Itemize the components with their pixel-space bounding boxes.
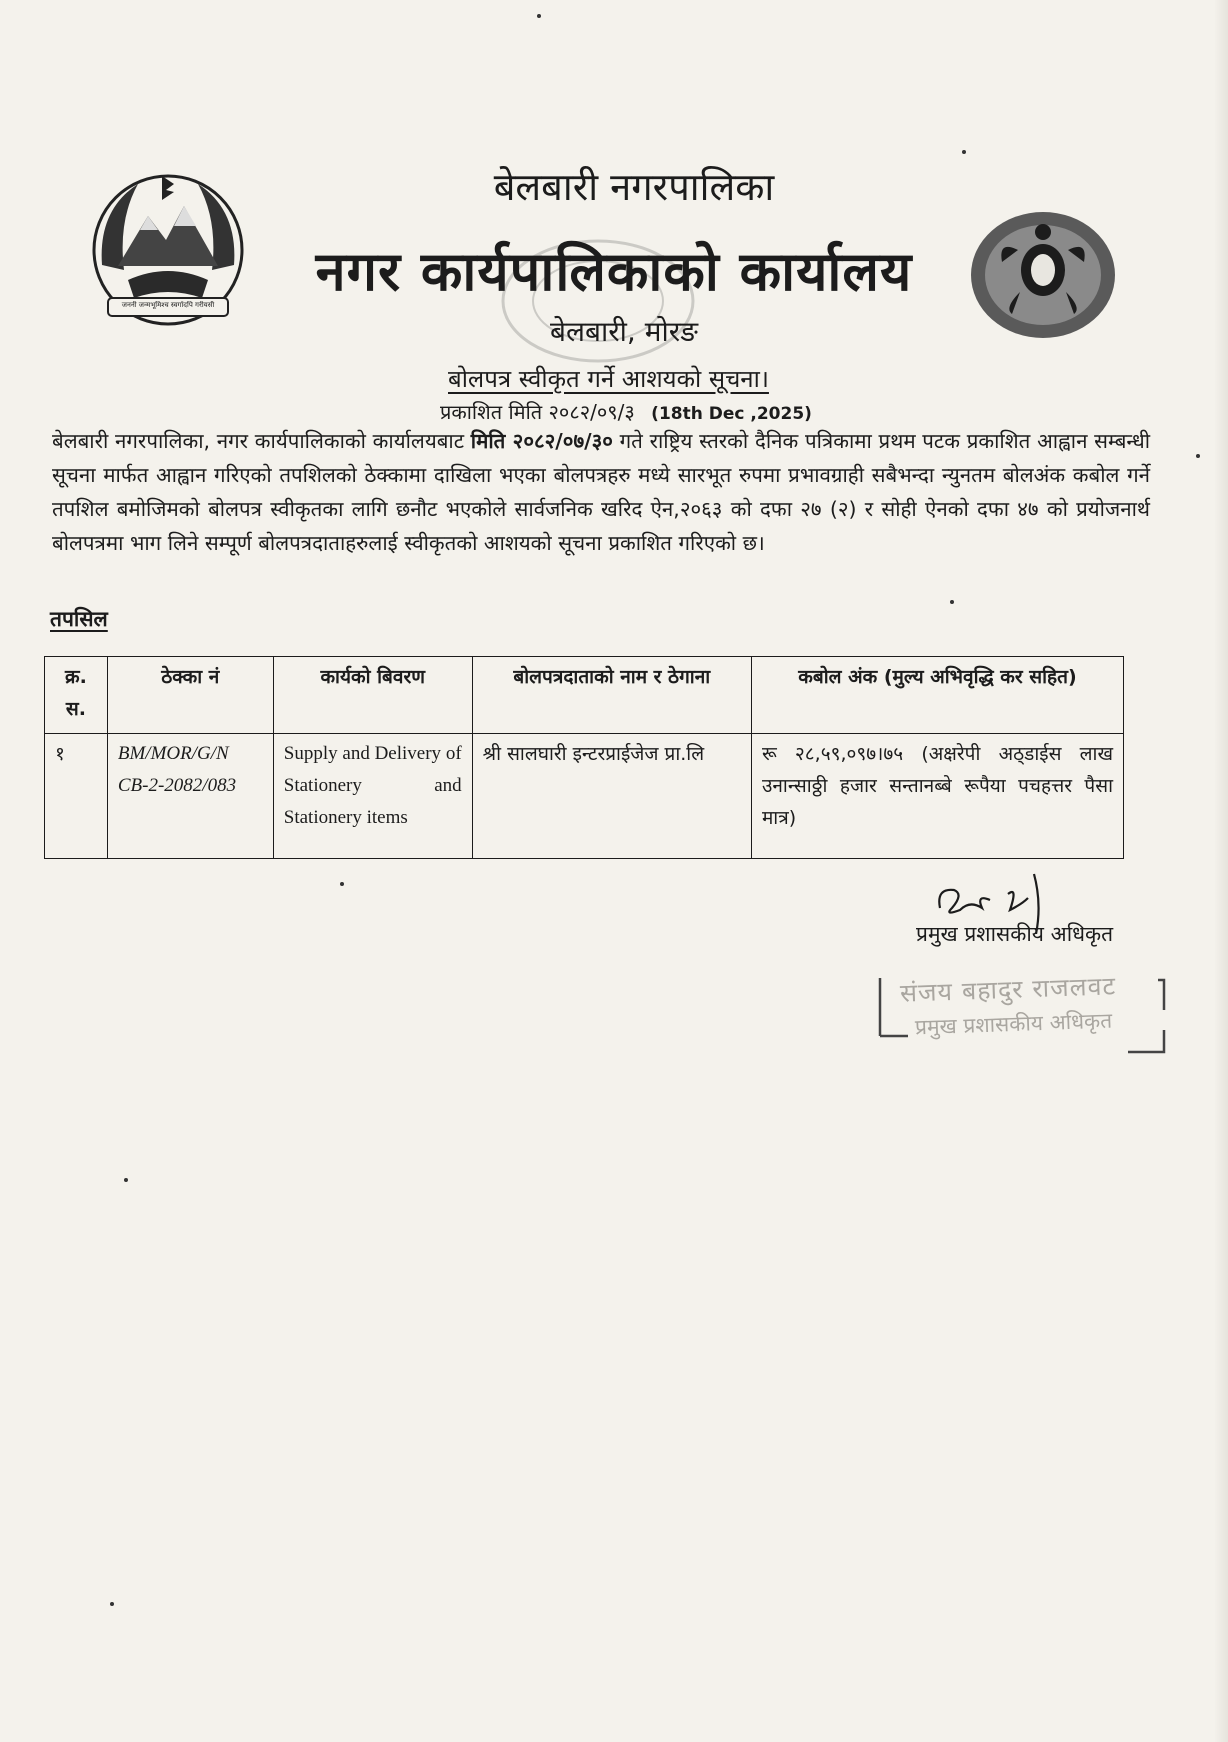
table-header-row bbox=[45, 657, 1124, 734]
notice-body bbox=[52, 424, 1150, 560]
body-part1: बेलबारी नगरपालिका, नगर कार्यपालिकाको कार्यालयबाट bbox=[52, 429, 471, 453]
col-contract-no: ठेक्का नं bbox=[107, 657, 273, 734]
cell-contract-no: BM/MOR/G/N CB-2-2082/083 bbox=[107, 734, 273, 859]
cell-sn: १ bbox=[45, 734, 108, 859]
schedule-label: तपसिल bbox=[50, 607, 108, 631]
emblem-motto: जननी जन्मभूमिश्च स्वर्गादपि गरीयसी bbox=[121, 301, 215, 309]
signatory-title: प्रमुख प्रशासकीय अधिकृत bbox=[916, 922, 1114, 946]
stamp-title: प्रमुख प्रशासकीय अधिकृत bbox=[914, 1008, 1113, 1040]
cell-description: Supply and Delivery of Stationery and Stationery items bbox=[273, 734, 472, 859]
speck bbox=[537, 14, 541, 18]
col-amount: कबोल अंक (मुल्य अभिवृद्धि कर सहित) bbox=[751, 657, 1123, 734]
body-part2: गते राष्ट्रिय स्तरको दैनिक पत्रिकामा प्रथम पटक प्रकाशित आह्वान सम्बन्धी सूचना मार्फत आह्वान गरिएको तपशिलको ठेक्कामा दाखिला भएका बोलपत्रहरु मध्ये सारभूत रुपमा प्रभावग्राही सबैभन्दा न्युनतम बोलअंक कबोल गर्ने तपशिल बमोजिमको बोलपत्र स्वीकृतका लागि छनौट भएकोले सार्वजनिक खरिद ऐन,२०६३ को दफा २७ (२) र सोही ऐनको दफा ४७ को प्रयोजनार्थ बोलपत्रमा भाग लिने सम्पूर्ण बोलपत्रदाताहरुलाई स्वीकृतको आशयको सूचना प्रकाशित गरिएको छ। bbox=[52, 429, 1150, 555]
body-date: मिति २०८२/०७/३० bbox=[470, 429, 613, 453]
speck bbox=[1196, 454, 1200, 458]
cell-bidder: श्री सालघारी इन्टरप्राईजेज प्रा.लि bbox=[472, 734, 751, 859]
table-row bbox=[45, 734, 1124, 859]
col-bidder: बोलपत्रदाताको नाम र ठेगाना bbox=[472, 657, 751, 734]
notice-subject: बोलपत्र स्वीकृत गर्ने आशयको सूचना। bbox=[448, 365, 769, 393]
cell-amount: रू २८,५९,०९७।७५ (अक्षरेपी अठ्डाईस लाख उनान्साठ्ठी हजार सन्तानब्बे रूपैया पचहत्तर पैसा मात्र) bbox=[751, 734, 1123, 859]
speck bbox=[110, 1602, 114, 1606]
published-date bbox=[440, 398, 812, 425]
speck bbox=[950, 600, 954, 604]
col-description: कार्यको बिवरण bbox=[273, 657, 472, 734]
speck bbox=[340, 882, 344, 886]
published-date-nepali: प्रकाशित मिति २०८२/०९/३ bbox=[440, 400, 635, 424]
speck bbox=[124, 1178, 128, 1182]
col-sn: क्र. स. bbox=[45, 657, 108, 734]
office-name: नगर कार्यपालिकाको कार्यालय bbox=[315, 240, 913, 303]
office-location: बेलबारी, मोरङ bbox=[549, 315, 698, 348]
speck bbox=[962, 150, 966, 154]
tender-table bbox=[44, 656, 1124, 859]
published-date-english: (18th Dec ,2025) bbox=[651, 404, 812, 424]
municipality-name: बेलबारी नगरपालिका bbox=[493, 165, 775, 209]
stamp-name: संजय बहादुर राजलवट bbox=[899, 971, 1117, 1008]
